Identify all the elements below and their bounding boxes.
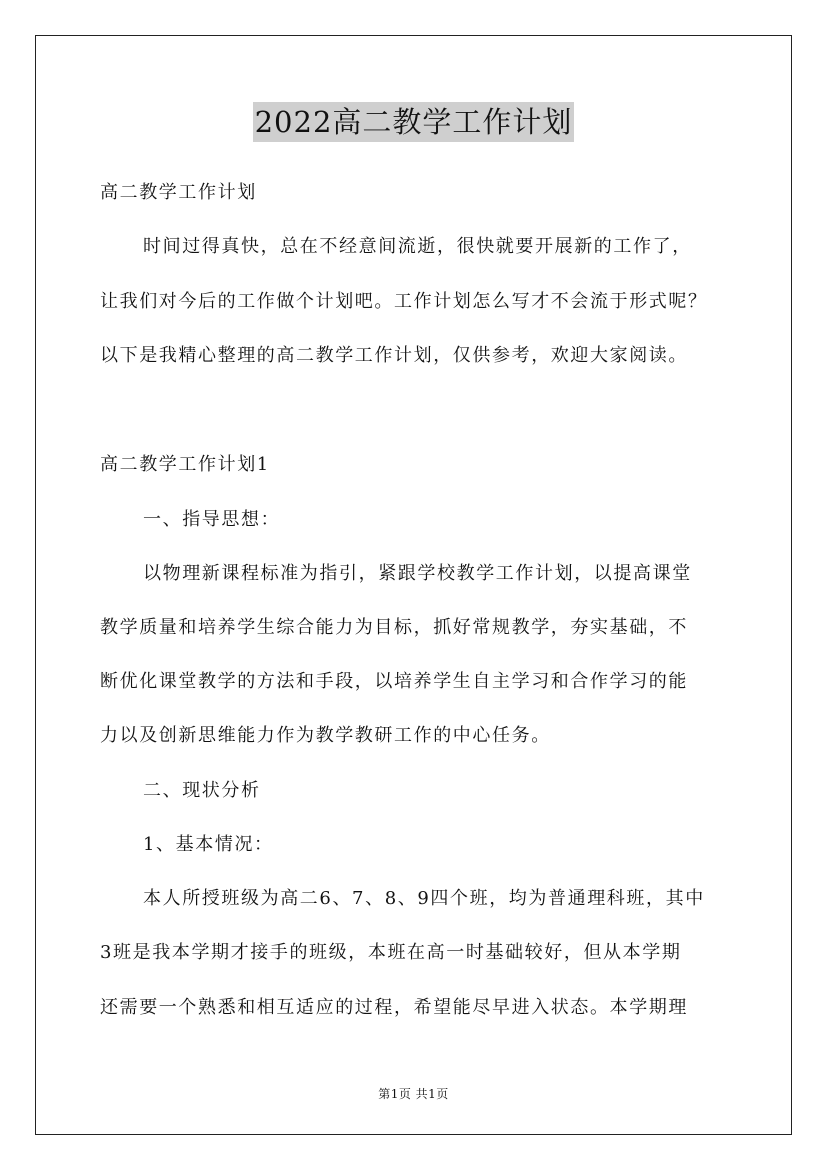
paragraph-line: 本人所授班级为高二6、7、8、9四个班，均为普通理科班，其中: [143, 888, 705, 909]
section-heading: 高二教学工作计划1: [100, 454, 270, 475]
paragraph-line: 还需要一个熟悉和相互适应的过程，希望能尽早进入状态。本学期理: [100, 997, 688, 1018]
document-title-text: 2022高二教学工作计划: [253, 102, 575, 142]
subheading: 一、指导思想：: [143, 509, 281, 530]
paragraph-line: 断优化课堂教学的方法和手段，以培养学生自主学习和合作学习的能: [100, 671, 688, 692]
subheading: 1、基本情况：: [143, 834, 274, 855]
paragraph-line: 教学质量和培养学生综合能力为目标，抓好常规教学，夯实基础，不: [100, 617, 688, 638]
page-footer: [0, 1085, 827, 1102]
paragraph-line: 以下是我精心整理的高二教学工作计划，仅供参考，欢迎大家阅读。: [100, 345, 688, 366]
paragraph-line: 以物理新课程标准为指引，紧跟学校教学工作计划，以提高课堂: [143, 563, 692, 584]
page-number: 第1页 共1页: [378, 1087, 449, 1101]
paragraph-line: 3班是我本学期才接手的班级，本班在高一时基础较好，但从本学期: [100, 942, 682, 963]
paragraph-line: 时间过得真快，总在不经意间流逝，很快就要开展新的工作了，: [143, 236, 692, 257]
document-title: [0, 102, 827, 142]
subheading: 二、现状分析: [143, 780, 261, 801]
paragraph-line: 力以及创新思维能力作为教学教研工作的中心任务。: [100, 725, 551, 746]
section-heading: 高二教学工作计划: [100, 182, 257, 203]
paragraph-line: 让我们对今后的工作做个计划吧。工作计划怎么写才不会流于形式呢？: [100, 291, 708, 312]
